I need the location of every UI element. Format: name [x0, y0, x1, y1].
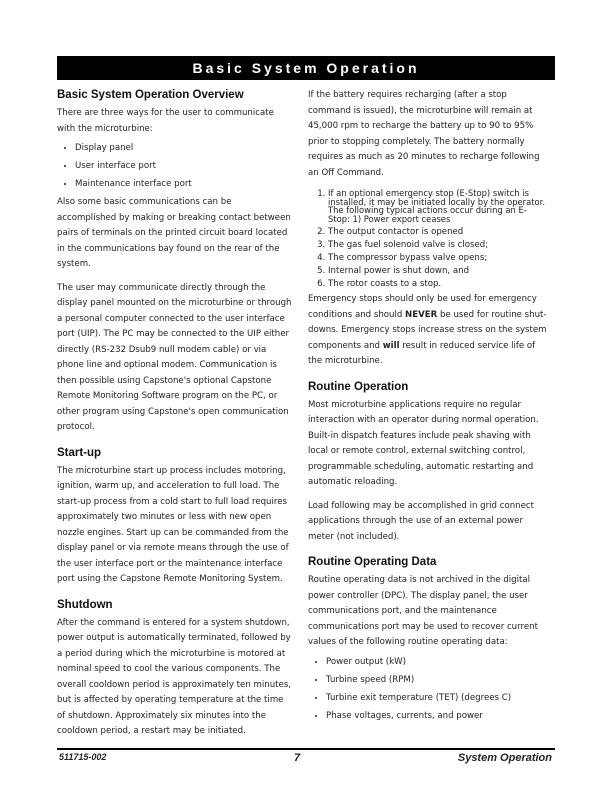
section-name: System Operation	[457, 752, 552, 764]
list-item: • Phase voltages, currents, and power	[326, 708, 548, 724]
left-column	[57, 88, 293, 748]
list-item: • User interface port	[75, 158, 293, 174]
data-section	[308, 555, 548, 724]
routine-heading: Routine Operation	[308, 380, 409, 393]
doc-number: 511715-002	[59, 752, 107, 762]
overview-paragraph-3: The user may communicate directly through the display panel mounted on the microturbine or through a personal computer connected to the user interface port (UIP). The PC may be connected to the UIP either directly (RS-232 Dsub9 null modem cable) or via phone line and optional modem. Communication is then possible using Capstone's optional Capstone Remote Monitoring Software program on the PC, or other program using Capstone's open communication protocol.	[57, 282, 292, 432]
data-paragraph: Routine operating data is not archived in the digital power controller (DPC). The display panel, the user communications port, and the maintenance communications port may be used to recover current values of the following routine operating data:	[308, 575, 538, 647]
overview-paragraph-1: There are three ways for the user to communicate with the microturbine:	[57, 108, 274, 134]
list-item: 6. The rotor coasts to a stop.	[328, 278, 548, 290]
shutdown-paragraph: After the command is entered for a system shutdown, power output is automatically terminated, followed by a period during which the microturbine is motored at nominal speed to cool the various components. The overall cooldown period is approximately ten minutes, but is affected by operating temperature at the time of shutdown. Approximately six minutes into the cooldown period, a restart may be initiated.	[57, 617, 292, 736]
routine-paragraph-1: Most microturbine applications require no regular interaction with an operator during normal operation. Built-in dispatch features include peak shaving with local or remote control, external switching control, programmable scheduling, automatic restarting and automatic reloading.	[308, 399, 539, 487]
will-emphasis: will	[382, 340, 400, 351]
list-item: • Display panel	[75, 140, 293, 156]
overview-paragraph-2: Also some basic communications can be accomplished by making or breaking contact between pairs of terminals on the printed circuit board located in the communications bay found on the rear of the system.	[57, 197, 291, 269]
list-item: 2. The output contactor is opened	[328, 226, 548, 238]
list-item: 3. The gas fuel solenoid valve is closed;	[328, 239, 548, 251]
shutdown-heading: Shutdown	[57, 598, 113, 611]
list-item: • Turbine exit temperature (TET) (degrees C)	[326, 690, 548, 706]
list-item: • Maintenance interface port	[75, 176, 293, 192]
right-column	[308, 88, 548, 727]
list-item: • Turbine speed (RPM)	[326, 672, 548, 688]
estop-paragraph: Emergency stops should only be used for emergency conditions and should NEVER be used for routine shut-downs. Emergency stops increase stress on the system components and will result in reduced service life of the microturbine.	[308, 294, 547, 366]
shutdown-section	[57, 598, 293, 740]
list-item: • Power output (kW)	[326, 654, 548, 670]
list-item: 5. Internal power is shut down, and	[328, 265, 548, 277]
page-number: 7	[294, 752, 301, 764]
overview-heading: Basic System Operation Overview	[57, 89, 244, 101]
page-title-bar: Basic System Operation	[57, 56, 555, 80]
routine-paragraph-2: Load following may be accomplished in grid connect applications through the use of an external power meter (not included).	[308, 500, 535, 542]
estop-list	[308, 189, 548, 290]
startup-paragraph: The microturbine start up process includes motoring, ignition, warm up, and acceleration to full load. The start-up process from a cold start to full load requires approximately two minutes or less with new open nozzle engines. Start up can be commanded from the display panel or via remote means through the use of the user interface port or the maintenance interface port using the Capstone Remote Monitoring System.	[57, 465, 289, 584]
battery-paragraph: If the battery requires recharging (after a stop command is issued), the microturbine will remain at 45,000 rpm to recharge the battery up to 90 to 95% prior to stopping completely. The battery normally requires as much as 20 minutes to recharge following an Off Command.	[308, 90, 540, 178]
overview-list	[57, 140, 293, 192]
data-list	[308, 654, 548, 724]
never-emphasis: NEVER	[405, 309, 438, 320]
list-item: 1. If an optional emergency stop (E-Stop) switch is installed, it may be initiated locally by the operator. The following typical actions occur during an E-Stop: 1) Power export ceases	[328, 189, 548, 225]
footer-divider	[57, 748, 555, 750]
startup-heading: Start-up	[57, 446, 102, 459]
list-item: 4. The compressor bypass valve opens;	[328, 252, 548, 264]
data-heading: Routine Operating Data	[308, 556, 437, 568]
routine-section	[308, 380, 548, 546]
startup-section	[57, 446, 293, 588]
